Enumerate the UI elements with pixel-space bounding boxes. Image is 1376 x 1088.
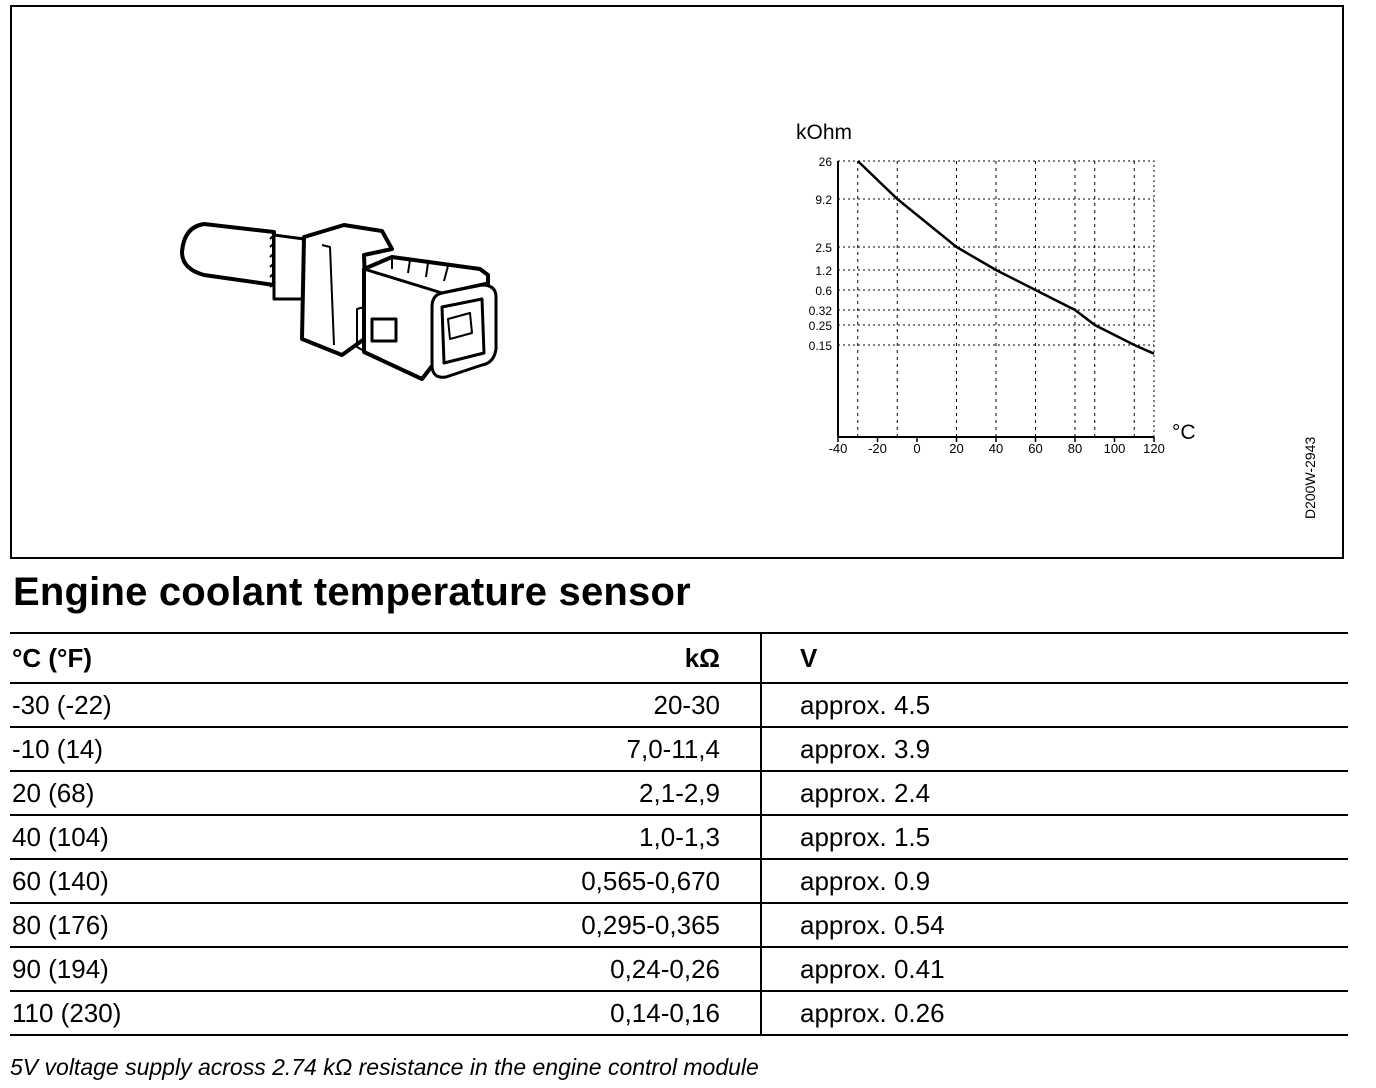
page-title: Engine coolant temperature sensor <box>13 570 691 614</box>
cell-voltage: approx. 0.26 <box>761 991 1348 1035</box>
table-row <box>10 903 1348 947</box>
cell-resistance: 2,1-2,9 <box>432 771 761 815</box>
cell-temperature: 20 (68) <box>10 771 432 815</box>
header-resistance: kΩ <box>432 633 761 683</box>
cell-temperature: 60 (140) <box>10 859 432 903</box>
cell-voltage: approx. 2.4 <box>761 771 1348 815</box>
y-tick-label: 1.2 <box>815 264 832 278</box>
x-tick-label: -20 <box>868 441 887 456</box>
header-temperature: °C (°F) <box>10 633 432 683</box>
cell-resistance: 0,565-0,670 <box>432 859 761 903</box>
x-tick-label: 20 <box>949 441 964 456</box>
cell-temperature: 80 (176) <box>10 903 432 947</box>
specs-table <box>10 632 1348 1036</box>
sensor-illustration <box>182 224 496 379</box>
table-row <box>10 683 1348 727</box>
cell-voltage: approx. 1.5 <box>761 815 1348 859</box>
y-tick-label: 0.25 <box>808 319 832 333</box>
resistance-chart <box>796 121 1196 456</box>
x-tick-label: 60 <box>1028 441 1043 456</box>
y-tick-label: 0.15 <box>808 339 832 353</box>
table-row <box>10 771 1348 815</box>
x-tick-label: -40 <box>828 441 848 456</box>
cell-voltage: approx. 0.9 <box>761 859 1348 903</box>
chart-ticks <box>809 155 1165 456</box>
table-row <box>10 991 1348 1035</box>
chart-frame <box>838 161 1154 437</box>
cell-resistance: 7,0-11,4 <box>432 727 761 771</box>
table-row <box>10 727 1348 771</box>
cell-temperature: -10 (14) <box>10 727 432 771</box>
cell-resistance: 0,295-0,365 <box>432 903 761 947</box>
x-axis-label: °C <box>1172 421 1196 444</box>
cell-voltage: approx. 4.5 <box>761 683 1348 727</box>
cell-temperature: 90 (194) <box>10 947 432 991</box>
table-row <box>10 815 1348 859</box>
table-header-row <box>10 633 1348 683</box>
cell-voltage: approx. 0.54 <box>761 903 1348 947</box>
x-tick-label: 100 <box>1103 441 1126 456</box>
figure-ref-code: D200W-2943 <box>1302 436 1318 519</box>
footnote: 5V voltage supply across 2.74 kΩ resistance in the engine control module <box>10 1054 759 1080</box>
x-tick-label: 40 <box>988 441 1004 456</box>
cell-voltage: approx. 0.41 <box>761 947 1348 991</box>
table-row <box>10 947 1348 991</box>
cell-temperature: 110 (230) <box>10 991 432 1035</box>
table-row <box>10 859 1348 903</box>
y-tick-label: 0.6 <box>815 284 832 298</box>
chart-grid <box>838 161 1154 437</box>
chart-axes <box>838 161 1154 437</box>
figure-svg <box>12 7 1346 561</box>
y-axis-label: kOhm <box>796 121 853 144</box>
y-tick-label: 9.2 <box>815 193 832 207</box>
y-tick-label: 0.32 <box>808 304 832 318</box>
y-tick-label: 2.5 <box>815 241 832 255</box>
header-voltage: V <box>761 633 1348 683</box>
x-tick-label: 0 <box>913 441 921 456</box>
cell-resistance: 0,24-0,26 <box>432 947 761 991</box>
cell-voltage: approx. 3.9 <box>761 727 1348 771</box>
cell-resistance: 1,0-1,3 <box>432 815 761 859</box>
x-tick-label: 120 <box>1143 441 1165 456</box>
figure-panel <box>10 5 1344 559</box>
cell-temperature: -30 (-22) <box>10 683 432 727</box>
cell-temperature: 40 (104) <box>10 815 432 859</box>
cell-resistance: 20-30 <box>432 683 761 727</box>
x-tick-label: 80 <box>1067 441 1083 456</box>
y-tick-label: 26 <box>818 155 832 169</box>
cell-resistance: 0,14-0,16 <box>432 991 761 1035</box>
